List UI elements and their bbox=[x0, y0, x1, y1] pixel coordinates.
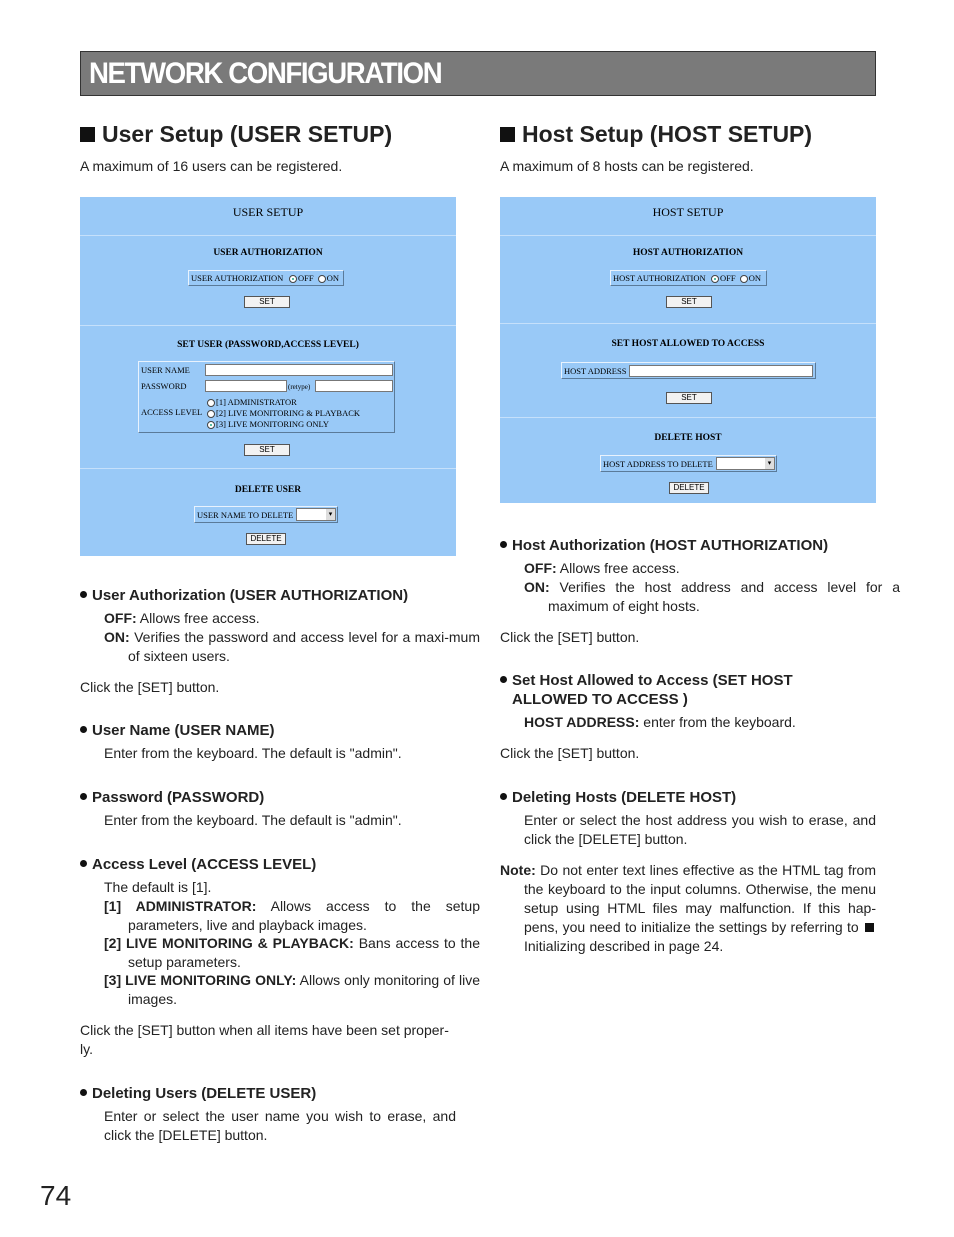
access-level-2-desc: [2] LIVE MONITORING & PLAYBACK: Bans access to the setup parameters. bbox=[104, 935, 480, 970]
off-radio[interactable] bbox=[289, 275, 297, 283]
note: Note: Do not enter text lines effective as the HTML tag from the keyboard to the input columns. Otherwise, the menu setup using HTML files may malfunction. If this hap-pens, you need to initialize the settings by referring to Initializing described in page 24. bbox=[500, 862, 876, 954]
user-setup-title: User Setup (USER SETUP) bbox=[80, 118, 456, 150]
chevron-down-icon: ▾ bbox=[326, 509, 335, 520]
host-auth-on: ON: Verifies the host address and access level for a maximum of eight hosts. bbox=[524, 579, 900, 614]
bullet-icon bbox=[80, 793, 87, 800]
host-auth-block bbox=[500, 235, 876, 324]
page-number: 74 bbox=[40, 1180, 72, 1211]
delete-user-text: Enter or select the user name you wish to erase, and click the [DELETE] button. bbox=[104, 1108, 456, 1143]
bullet-icon bbox=[500, 541, 507, 548]
access-level-3: [3] LIVE MONITORING ONLY bbox=[205, 419, 329, 429]
user-setup-screen-title: USER SETUP bbox=[232, 205, 304, 219]
access-level-1: [1] ADMINISTRATOR bbox=[205, 397, 297, 407]
host-address-input[interactable] bbox=[629, 365, 813, 377]
host-address-label: HOST ADDRESS bbox=[564, 366, 627, 376]
user-auth-row bbox=[188, 270, 344, 286]
set-user-table bbox=[138, 361, 395, 433]
password-label: PASSWORD bbox=[141, 381, 187, 391]
delete-user-block bbox=[80, 468, 456, 557]
host-auth-row bbox=[610, 270, 767, 286]
bullet-icon bbox=[500, 793, 507, 800]
host-off-radio[interactable] bbox=[711, 275, 719, 283]
user-name-to-delete-select[interactable] bbox=[296, 508, 336, 521]
delete-user-heading: DELETE USER bbox=[234, 485, 302, 495]
square-bullet-icon bbox=[80, 127, 95, 142]
retype-label: (retype) bbox=[288, 383, 311, 391]
access-level-default: The default is [1]. bbox=[104, 879, 212, 895]
delete-host-label: HOST ADDRESS TO DELETE bbox=[603, 459, 713, 469]
delete-user-heading-text: Deleting Users (DELETE USER) bbox=[80, 1084, 316, 1103]
host-setup-column bbox=[500, 118, 876, 174]
access-level-1-desc: [1] ADMINISTRATOR: Allows access to the setup parameters, live and playback images. bbox=[104, 898, 480, 933]
delete-host-heading: DELETE HOST bbox=[654, 433, 722, 443]
delete-user-label: USER NAME TO DELETE bbox=[197, 510, 294, 520]
password-text: Enter from the keyboard. The default is "admin". bbox=[104, 812, 402, 828]
user-click-set-1: Click the [SET] button. bbox=[80, 679, 220, 695]
host-auth-label: HOST AUTHORIZATION bbox=[613, 273, 706, 283]
user-auth-off: OFF: Allows free access. bbox=[104, 610, 260, 626]
password-retype-input[interactable] bbox=[315, 380, 393, 392]
host-click-set-1: Click the [SET] button. bbox=[500, 629, 640, 645]
bullet-icon bbox=[80, 591, 87, 598]
page-title: NETWORK CONFIGURATION bbox=[89, 57, 442, 90]
set-user-set-button[interactable]: SET bbox=[244, 444, 290, 456]
delete-host-text: Enter or select the host address you wish to erase, and click the [DELETE] button. bbox=[524, 812, 876, 847]
host-setup-intro: A maximum of 8 hosts can be registered. bbox=[500, 158, 754, 174]
host-auth-off: OFF: Allows free access. bbox=[524, 560, 680, 576]
delete-user-row bbox=[194, 506, 338, 523]
user-name-input[interactable] bbox=[205, 364, 393, 376]
user-auth-label: USER AUTHORIZATION bbox=[191, 273, 284, 283]
user-name-label: USER NAME bbox=[141, 365, 190, 375]
user-auth-on: ON: Verifies the password and access level for a maxi-mum of sixteen users. bbox=[104, 629, 480, 664]
level3-radio[interactable] bbox=[207, 421, 215, 429]
host-address-row bbox=[561, 362, 816, 379]
delete-host-block bbox=[500, 417, 876, 504]
set-user-heading: SET USER (PASSWORD,ACCESS LEVEL) bbox=[177, 340, 359, 350]
user-name-text: Enter from the keyboard. The default is "admin". bbox=[104, 745, 402, 761]
host-auth-heading-text: Host Authorization (HOST AUTHORIZATION) bbox=[500, 536, 828, 555]
delete-user-button[interactable]: DELETE bbox=[246, 533, 286, 545]
bullet-icon bbox=[80, 860, 87, 867]
access-level-heading-text: Access Level (ACCESS LEVEL) bbox=[80, 855, 316, 874]
section-banner bbox=[80, 51, 876, 96]
bullet-icon bbox=[80, 726, 87, 733]
user-auth-heading-text: User Authorization (USER AUTHORIZATION) bbox=[80, 586, 408, 605]
square-bullet-icon bbox=[500, 127, 515, 142]
password-input[interactable] bbox=[205, 380, 287, 392]
user-setup-column bbox=[80, 118, 456, 174]
user-auth-options: OFF ON bbox=[287, 273, 339, 283]
host-click-set-2: Click the [SET] button. bbox=[500, 745, 640, 761]
user-click-set-2: Click the [SET] button when all items have been set proper-ly. bbox=[80, 1022, 449, 1057]
level2-radio[interactable] bbox=[207, 410, 215, 418]
host-allowed-heading-text-2: ALLOWED TO ACCESS ) bbox=[512, 691, 688, 708]
chevron-down-icon: ▾ bbox=[765, 458, 774, 469]
delete-host-heading-text: Deleting Hosts (DELETE HOST) bbox=[500, 788, 736, 807]
user-auth-heading: USER AUTHORIZATION bbox=[213, 248, 323, 258]
delete-host-row bbox=[600, 455, 777, 472]
user-auth-block bbox=[80, 235, 456, 326]
user-setup-intro: A maximum of 16 users can be registered. bbox=[80, 158, 343, 174]
host-auth-set-button[interactable]: SET bbox=[666, 296, 712, 308]
level1-radio[interactable] bbox=[207, 399, 215, 407]
on-radio[interactable] bbox=[318, 275, 326, 283]
host-setup-screen bbox=[500, 197, 876, 503]
user-name-heading-text: User Name (USER NAME) bbox=[80, 721, 275, 740]
host-allowed-heading: SET HOST ALLOWED TO ACCESS bbox=[611, 339, 765, 349]
square-bullet-icon bbox=[865, 923, 874, 932]
access-level-3-desc: [3] LIVE MONITORING ONLY: Allows only monitoring of live images. bbox=[104, 972, 480, 1007]
host-on-radio[interactable] bbox=[740, 275, 748, 283]
set-user-block bbox=[80, 325, 456, 469]
host-setup-screen-title: HOST SETUP bbox=[652, 205, 724, 219]
user-setup-screen bbox=[80, 197, 456, 556]
host-auth-heading: HOST AUTHORIZATION bbox=[632, 248, 744, 258]
host-address-set-button[interactable]: SET bbox=[666, 392, 712, 404]
host-allowed-block bbox=[500, 323, 876, 418]
host-auth-options: OFF ON bbox=[709, 273, 761, 283]
access-level-label: ACCESS LEVEL bbox=[141, 407, 203, 417]
host-address-desc: HOST ADDRESS: enter from the keyboard. bbox=[524, 714, 796, 730]
host-allowed-heading-text: Set Host Allowed to Access (SET HOST bbox=[500, 671, 793, 690]
bullet-icon bbox=[80, 1089, 87, 1096]
bullet-icon bbox=[500, 676, 507, 683]
host-setup-title: Host Setup (HOST SETUP) bbox=[500, 118, 876, 150]
user-auth-set-button[interactable]: SET bbox=[244, 296, 290, 308]
password-heading-text: Password (PASSWORD) bbox=[80, 788, 264, 807]
host-address-to-delete-select[interactable] bbox=[716, 457, 775, 470]
access-level-2: [2] LIVE MONITORING & PLAYBACK bbox=[205, 408, 360, 418]
delete-host-button[interactable]: DELETE bbox=[669, 482, 709, 494]
